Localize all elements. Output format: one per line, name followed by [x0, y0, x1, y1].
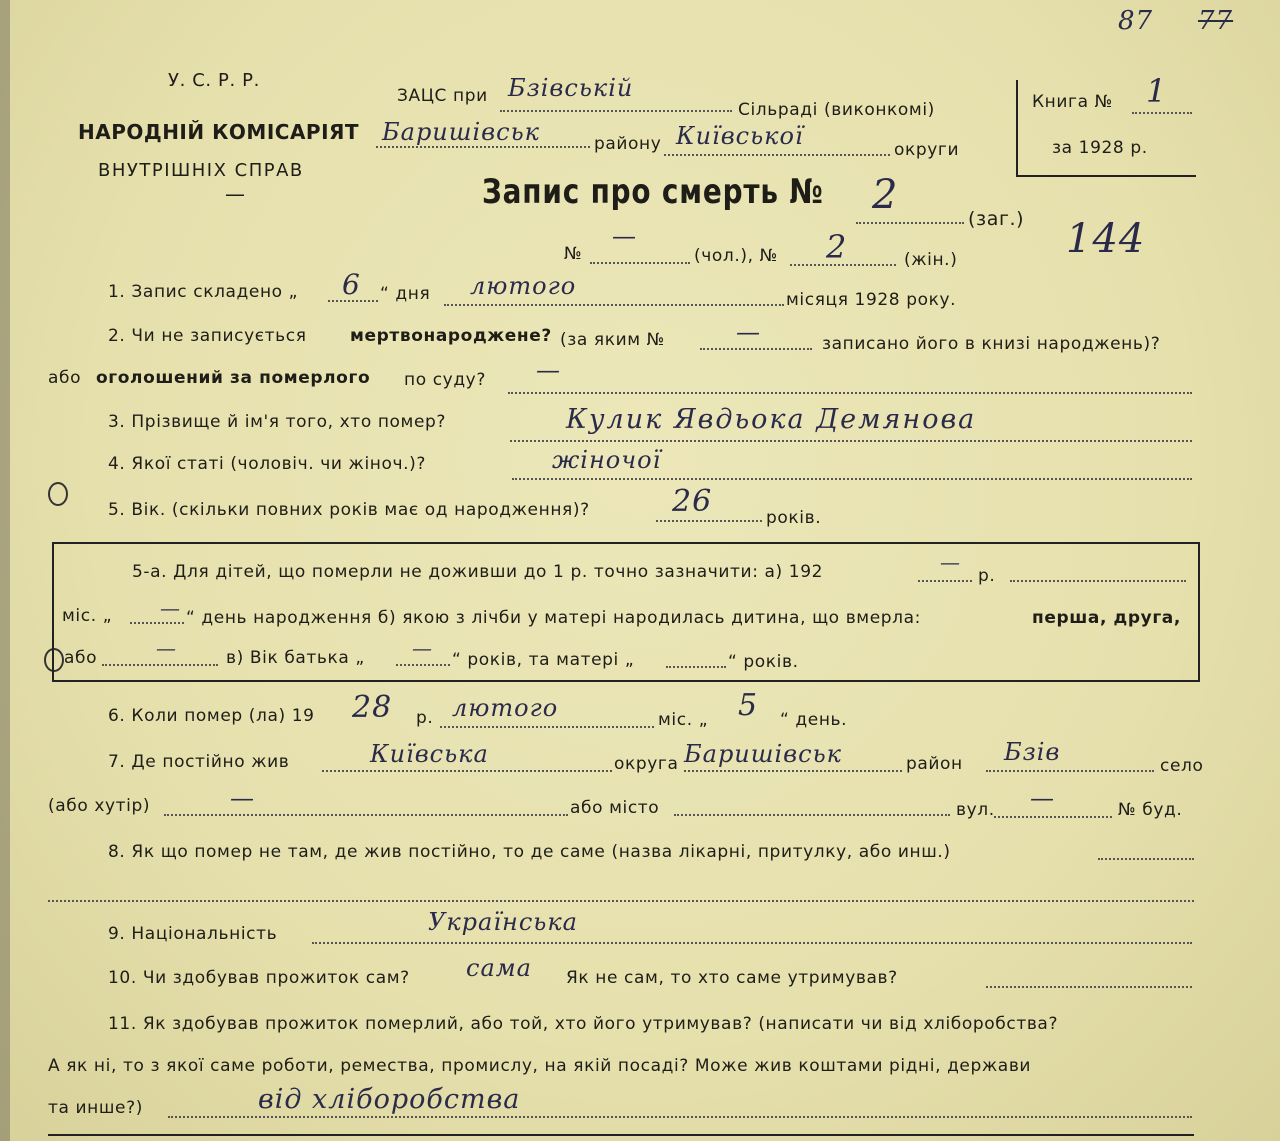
item10-value: сама	[466, 954, 532, 982]
book-label: Книга №	[1032, 92, 1113, 112]
item8-underline	[1098, 858, 1194, 860]
header-internal-affairs: ВНУТРІШНІХ СПРАВ	[98, 160, 304, 181]
item3-label: 3. Прізвище й ім'я того, хто помер?	[108, 412, 447, 432]
item5a-tail-underline	[1010, 580, 1186, 582]
item11-underline	[168, 1116, 1192, 1118]
raion-underline	[376, 146, 590, 148]
item7-label: 7. Де постійно жив	[108, 752, 290, 772]
item7b-label: (або хутір)	[48, 796, 151, 816]
item1-mid: “ дня	[380, 284, 431, 304]
item7-okrug-label: округа	[614, 754, 679, 774]
record-title: Запис про смерть №	[482, 172, 824, 212]
header-ussr: У. С. Р. Р.	[168, 70, 260, 91]
item11-value: від хліборобства	[258, 1084, 521, 1115]
item7b-vul-underline	[994, 816, 1112, 818]
item6-label: 6. Коли помер (ла) 19	[108, 706, 315, 726]
item7b-misto: або місто	[570, 798, 660, 818]
zhin-label: (жін.)	[904, 250, 958, 270]
item5-end: років.	[766, 508, 822, 528]
item5a-line2: “ день народження б) якою з лічби у матері народилась дитина, що вмерла:	[186, 608, 921, 628]
record-number: 2	[872, 172, 899, 218]
item5-underline	[656, 520, 762, 522]
punch-hole	[48, 482, 68, 506]
item5-label: 5. Вік. (скільки повних років має од народження)?	[108, 500, 590, 520]
item6-month-underline	[440, 726, 654, 728]
bottom-rule	[48, 1134, 1194, 1136]
item5a-mis-underline	[130, 622, 184, 624]
item10-label: 10. Чи здобував прожиток сам?	[108, 968, 410, 988]
item7-okrug-underline	[322, 770, 612, 772]
header-dash: —	[225, 182, 245, 206]
raion-value: Баришівськ	[382, 118, 540, 146]
item7b-value: —	[230, 784, 255, 812]
item2b-end: по суду?	[404, 370, 486, 390]
title-zag: (заг.)	[968, 208, 1025, 230]
item6-end: “ день.	[780, 710, 848, 730]
corner-number-2: 77	[1198, 6, 1234, 36]
item2b-bold: оголошений за померлого	[96, 368, 371, 388]
item5a-mis: міс. „	[62, 606, 113, 626]
zhin-underline	[790, 264, 896, 266]
chol-label: (чол.), №	[694, 246, 778, 266]
item1-end: місяця 1928 року.	[786, 290, 957, 310]
item5a-year: —	[940, 550, 961, 574]
item7b-misto-underline	[674, 814, 950, 816]
book-underline	[1132, 112, 1192, 114]
item5a-mother-underline	[666, 666, 726, 668]
item5a-line3b: “ років, та матері „	[452, 650, 635, 670]
okrug-label: округи	[894, 140, 960, 160]
item5a-abo-value: —	[156, 636, 177, 660]
item5a-r: р.	[978, 566, 996, 586]
title-num-label: №	[564, 244, 583, 264]
zats-value: Бзівській	[508, 74, 634, 102]
zats-underline	[500, 110, 732, 112]
header-commissariat: НАРОДНІЙ КОМІСАРІЯТ	[78, 120, 360, 144]
item5a-abo: або	[64, 648, 98, 668]
corner-number-1: 87	[1118, 6, 1154, 36]
raion-label: району	[594, 134, 662, 154]
item7-selo-underline	[986, 770, 1154, 772]
item2-mid: (за яким №	[560, 330, 665, 350]
item6-r: р.	[416, 708, 434, 728]
item9-underline	[312, 942, 1192, 944]
item7b-vul: вул.	[956, 800, 995, 820]
item7-selo: Бзів	[1004, 738, 1061, 766]
item10-end: Як не сам, то хто саме утримував?	[566, 968, 898, 988]
okrug-value: Київської	[676, 122, 804, 150]
item3-value: Кулик Явдьока Демянова	[566, 404, 977, 435]
item5a-father-underline	[396, 664, 450, 666]
book-year: за 1928 р.	[1052, 138, 1148, 158]
zats-label: ЗАЦС при	[397, 86, 488, 106]
item1-day-underline	[328, 300, 378, 302]
item9-label: 9. Національність	[108, 924, 278, 944]
item2b-underline	[508, 392, 1192, 394]
okrug-underline	[664, 154, 890, 156]
item7-raion-label: район	[906, 754, 963, 774]
record-number-underline	[856, 222, 964, 224]
item5a-father: —	[412, 636, 433, 660]
item1-label: 1. Запис складено „	[108, 282, 299, 302]
item4-underline	[512, 478, 1192, 480]
item9-value: Українська	[428, 908, 578, 936]
item7-raion-underline	[684, 770, 902, 772]
item7-okrug: Київська	[370, 740, 489, 768]
item1-day: 6	[342, 268, 361, 301]
item1-month: лютого	[470, 272, 577, 300]
book-value: 1	[1146, 72, 1168, 110]
item11-line2: А як ні, то з якої саме роботи, ремества, промислу, на якій посаді? Може жив коштами рідні, держави	[48, 1056, 1032, 1076]
item6-month: лютого	[452, 694, 559, 722]
title-extra-number: 144	[1066, 216, 1146, 262]
item5a-line1: 5-а. Для дітей, що померли не доживши до 1 р. точно зазначити: а) 192	[132, 562, 824, 582]
item2b-value: —	[536, 356, 561, 384]
item3-underline	[510, 440, 1192, 442]
silrada-label: Сільраді (виконкомі)	[738, 100, 935, 120]
zhin-value: 2	[826, 228, 848, 266]
item11-line1: 11. Як здобував прожиток померлий, або той, хто його утримував? (написати чи від хліборобства?	[108, 1014, 1059, 1034]
item10-underline	[986, 986, 1192, 988]
item8-label: 8. Як що помер не там, де жив постійно, то де саме (назва лікарні, притулку, або инш.)	[108, 842, 951, 862]
item2-value: —	[736, 318, 761, 346]
item5-value: 26	[672, 484, 713, 519]
item5a-line3: в) Вік батька „	[226, 648, 365, 668]
item7b-bud: № буд.	[1118, 800, 1183, 820]
item11-line3: та инше?)	[48, 1098, 143, 1118]
item2-label: 2. Чи не записується	[108, 326, 307, 346]
chol-underline	[590, 262, 690, 264]
item2-underline	[700, 348, 812, 350]
item5a-mis-value: —	[160, 596, 181, 620]
item8-underline-2	[48, 900, 1194, 902]
page-edge	[0, 0, 10, 1141]
item6-day: 5	[738, 688, 759, 723]
chol-value: —	[612, 222, 637, 250]
item2b-label: або	[48, 368, 82, 388]
item5a-bold: перша, друга,	[1032, 608, 1181, 628]
item7-selo-label: село	[1160, 756, 1204, 776]
item1-month-underline	[444, 304, 784, 306]
item6-year: 28	[352, 690, 393, 725]
item7b-underline	[164, 814, 568, 816]
item4-label: 4. Якої статі (чоловіч. чи жіноч.)?	[108, 454, 427, 474]
item5a-line3c: “ років.	[728, 652, 799, 672]
item2-end: записано його в книзі народжень)?	[822, 334, 1161, 354]
item2-bold: мертвонароджене?	[350, 326, 552, 346]
item4-value: жіночої	[552, 446, 662, 474]
item5a-year-underline	[918, 580, 972, 582]
item5a-abo-underline	[102, 664, 218, 666]
item6-mis: міс. „	[658, 710, 709, 730]
item7-raion: Баришівськ	[684, 740, 842, 768]
item7b-vul-value: —	[1030, 784, 1055, 812]
